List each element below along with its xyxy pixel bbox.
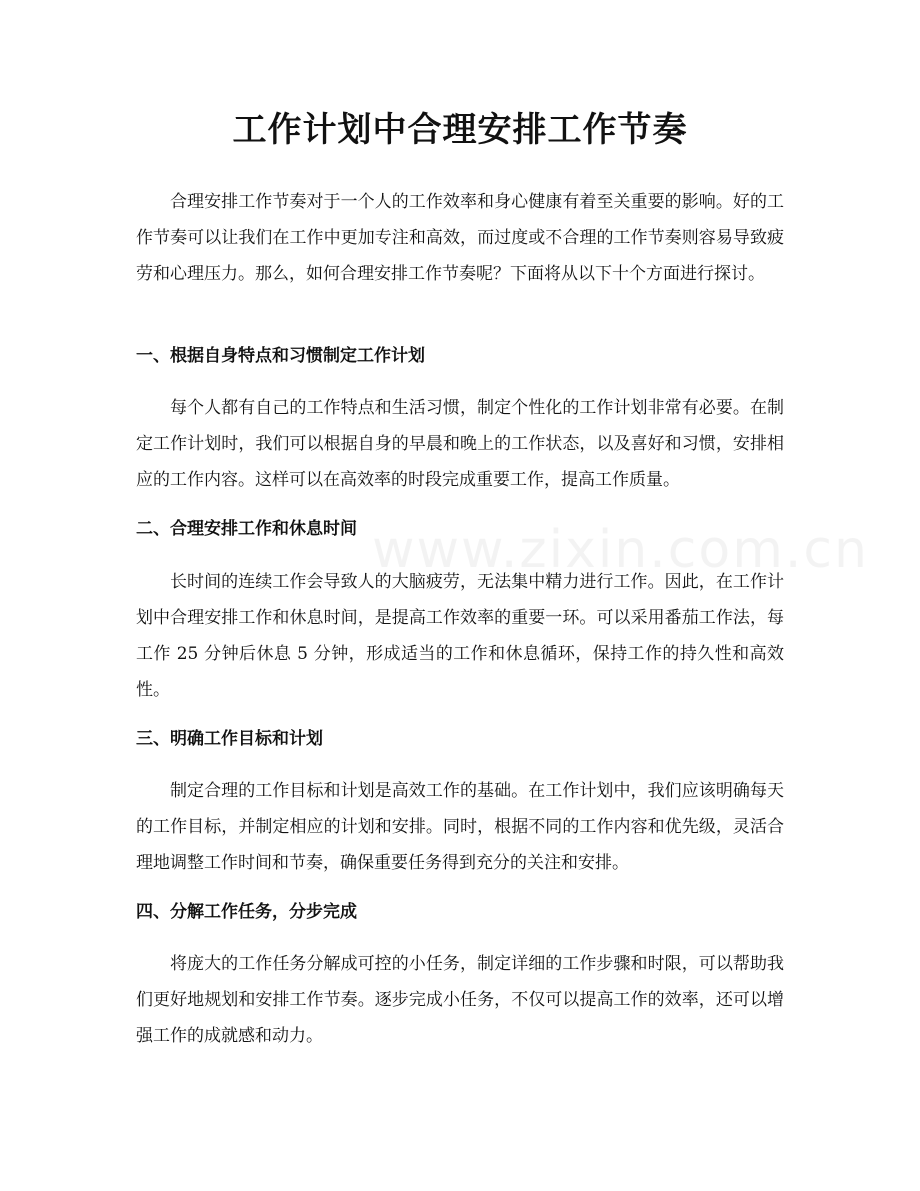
section-body-1: 每个人都有自己的工作特点和生活习惯，制定个性化的工作计划非常有必要。在制定工作计划时，我们可以根据自身的早晨和晚上的工作状态，以及喜好和习惯，安排相应的工作内容。这样可以在高效率的时段完成重要工作，提高工作质量。 xyxy=(136,398,784,490)
section-heading-4: 四、分解工作任务，分步完成 xyxy=(136,902,357,922)
section-body-3: 制定合理的工作目标和计划是高效工作的基础。在工作计划中，我们应该明确每天的工作目标，并制定相应的计划和安排。同时，根据不同的工作内容和优先级，灵活合理地调整工作时间和节奏，确保重要任务得到充分的关注和安排。 xyxy=(136,781,784,873)
watermark: www.zixin.com.cn xyxy=(372,520,869,580)
section-heading-3: 三、明确工作目标和计划 xyxy=(136,729,323,749)
intro-paragraph: 合理安排工作节奏对于一个人的工作效率和身心健康有着至关重要的影响。好的工作节奏可以让我们在工作中更加专注和高效，而过度或不合理的工作节奏则容易导致疲劳和心理压力。那么，如何合理安排工作节奏呢？下面将从以下十个方面进行探讨。 xyxy=(136,192,784,284)
section-body-4: 将庞大的工作任务分解成可控的小任务，制定详细的工作步骤和时限，可以帮助我们更好地规划和安排工作节奏。逐步完成小任务，不仅可以提高工作的效率，还可以增强工作的成就感和动力。 xyxy=(136,954,784,1046)
section-heading-1: 一、根据自身特点和习惯制定工作计划 xyxy=(136,346,425,366)
document-title: 工作计划中合理安排工作节奏 xyxy=(232,110,688,150)
section-body-2: 长时间的连续工作会导致人的大脑疲劳，无法集中精力进行工作。因此，在工作计划中合理安排工作和休息时间，是提高工作效率的重要一环。可以采用番茄工作法，每工作 25 分钟后休息 5 分钟，形成适当的工作和休息循环，保持工作的持久性和高效性。 xyxy=(136,572,784,700)
section-heading-2: 二、合理安排工作和休息时间 xyxy=(136,519,357,539)
